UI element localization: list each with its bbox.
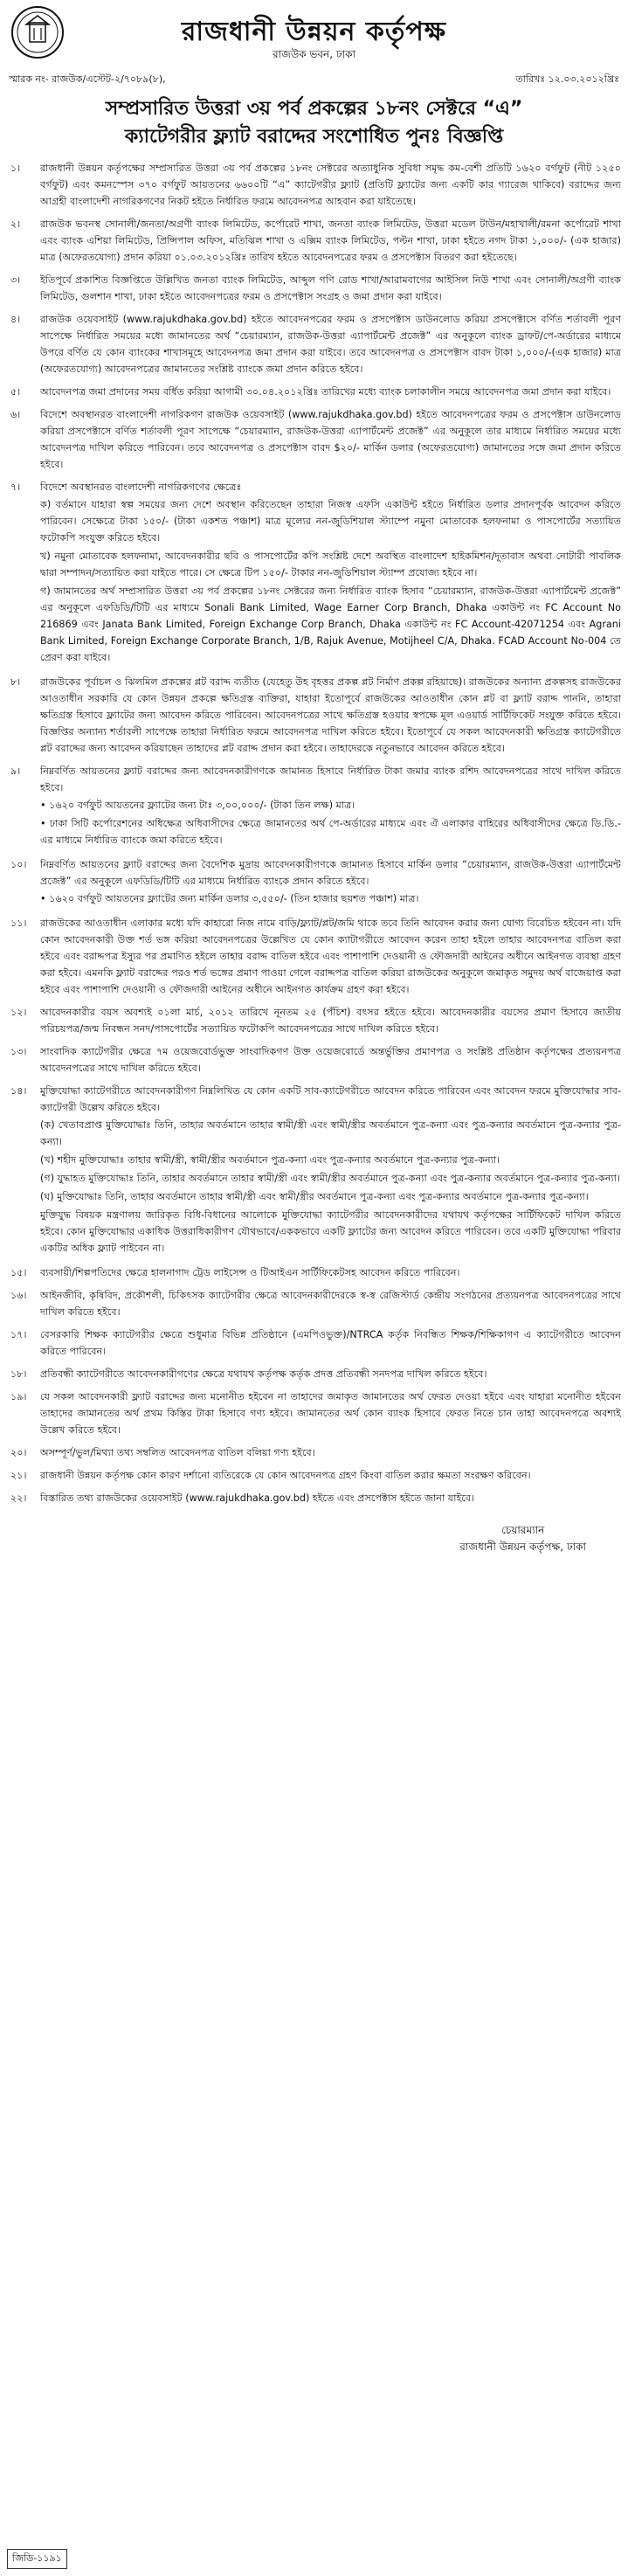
item-number: ১৭।	[10, 1329, 27, 1340]
item-number: ২২।	[10, 1492, 27, 1504]
item-number: ৩।	[10, 274, 21, 286]
title-line-2: ক্যাটেগরীর ফ্ল্যাট বরাদ্দের সংশোধিত পুনঃ বিজ্ঞপ্তি	[124, 126, 504, 148]
item-text: নিম্নবর্ণিত আয়তনের ফ্ল্যাট বরাদ্দের জন্য আবেদনকারীগণকে জামানত হিসাবে নির্ধারিত টাকা জমার ব্যাংক রশিদ আবেদনপত্রের সাথে দাখিল করিতে হইবে।	[40, 765, 621, 793]
notice-title	[7, 95, 621, 151]
notice-item	[7, 1004, 621, 1037]
notice-date: তারিখঃ ১২.০৩.২০১২খ্রিঃ	[515, 73, 619, 85]
notice-item	[7, 1366, 621, 1382]
notice-item	[7, 272, 621, 305]
item-subclause: • ১৬২০ বর্গফুট আয়তনের ফ্ল্যাটের জন্য মার্কিন ডলার ৩,৫৫০/- (তিন হাজার ছয়শত পঞ্চাশ) মাত্র।	[40, 893, 419, 904]
item-number: ২০।	[10, 1447, 27, 1458]
signature-block	[7, 1522, 621, 1555]
item-text: নিম্নবর্ণিত আয়তনের ফ্ল্যাট বরাদ্দের জন্য বৈদেশিক মুদ্রায় আবেদনকারীগণকে জামানত হিসাবে মার্কিন ডলার “চেয়ারম্যান, রাজউক-উত্তরা এ্যাপার্টমেন্ট প্রজেক্ট” এর অনুকূলে এফডিডি/টিটি এর মাধ্যমে নির্ধারিত ব্যাংকে প্রদান করিতে হইবে।	[40, 859, 621, 887]
item-text: বেসরকারি শিক্ষক ক্যাটেগরীর ক্ষেত্রে শুধুমাত্র বিভিন্ন প্রতিষ্ঠানে (এমপিওভুক্ত)/NTRCA কর্তৃক নিবন্ধিত শিক্ষক/শিক্ষিকাগণ এ ক্যাটেগরীতে আবেদন করিতে পারিবেন।	[40, 1329, 621, 1357]
notice-item	[7, 674, 621, 757]
gd-code: জিডি-১১৯১	[7, 2549, 67, 2569]
item-subclause: খ) নমুনা মোতাবেক হলফনামা, আবেদনকারীর ছবি ও পাসপোর্টের কপি সংশ্লিষ্ট দেশে অবস্থিত বাংলাদেশ হাইকমিশন/দূতাবাস অথবা নোটারী পাবলিক দ্বারা সম্পাদন/সত্যায়িত করা যাইতে পারে। সে ক্ষেত্রে টিপ ১৫০/- টাকার নন-জুডিশিয়াল স্ট্যাম্প প্রযোজ্য হইবে না।	[40, 551, 621, 578]
notice-item	[7, 406, 621, 473]
notice-item	[7, 1264, 621, 1281]
notice-item	[7, 915, 621, 998]
item-body	[40, 1366, 621, 1382]
item-body	[40, 216, 621, 266]
notice-item	[7, 160, 621, 210]
item-text: ইতিপূর্বে প্রকাশিত বিজ্ঞপ্তিতে উল্লিখিত জনতা ব্যাংক লিমিটেড, আব্দুল গণি রোড শাখা/আরামবাগের আইসিল নিউ শাখা এবং সোনালী/অগ্রণী ব্যাংক লিমিটেড, গুলশান শাখা, ঢাকা হইতে আবেদনপত্রের ফরম ও প্রসপেক্টাস সংগ্রহ ও জমা প্রদান করা যাইবে।	[40, 274, 621, 302]
item-text: আবেদনকারীর বয়স অবশ্যই ০১লা মার্চ, ২০১২ তারিখে নূনতম ২৫ (পঁচিশ) বৎসর হইতে হইবে। আবেদনকারীর বয়সের প্রমাণ হিসাবে জাতীয় পরিচয়পত্র/জন্ম নিবন্ধন সনদ/পাসপোর্টের সত্যায়িত ফটোকপি আবেদনপত্রের সাথে দাখিল করিতে হইবে।	[40, 1007, 621, 1035]
notice-item	[7, 763, 621, 850]
item-subclause: ক) বর্তমানে যাহারা স্বল্প সময়ের জন্য দেশে অবস্থান করিতেছেন তাহারা নিজস্ব এফসি একাউন্ট হইতে নির্ধারিত ডলার প্রদানপূর্বক আবেদন করিতে পারিবেন। সেক্ষেত্রে টাকা ১৫০/- (টাকা একশত পঞ্চাশ) মাত্র মূল্যের নন-জুডিশিয়াল স্ট্যাম্পে নমুনা মোতাবেক হলফনামা ও পাসপোর্টের সত্যায়িত ফটোকপি সংযুক্ত করিতে হইবে।	[40, 499, 621, 544]
item-body	[40, 1287, 621, 1320]
notice-item	[7, 1326, 621, 1360]
item-text: বিদেশে অবস্থানরত বাংলাদেশী নাগরিকগণ রাজউক ওয়েবসাইট (www.rajukdhaka.gov.bd) হইতে আবেদনপত্রের ফরম ও প্রসপেক্টাস ডাউনলোড করিয়া প্রসপেক্টাসে বর্ণিত শর্তাবলী পূরণ সাপেক্ষে “চেয়ারম্যান, রাজউক-উত্তরা এ্যাপার্টমেন্ট প্রজেক্ট” এর অনুকূলে তার মাধ্যমে নির্ধারিত সময়ের মধ্যে আবেদনপত্র দাখিল করিতে পারিবেন। তবে আবেদনপত্র ও প্রসপেক্টাস বাবদ $২০/- মার্কিন ডলার (অফেরতযোগ্য) জামানতের সঙ্গে জমা প্রদান করিতে হইবে।	[40, 409, 621, 470]
item-body	[40, 763, 621, 850]
notice-item	[7, 856, 621, 909]
notice-item	[7, 311, 621, 377]
item-number: ৫।	[10, 386, 21, 398]
item-text: রাজউকের পূর্বাচল ও ঝিলমিল প্রকল্পের প্লট বরাদ্দ ব্যতীত (যেহেতু উহ বৃহত্তর প্রকল্প প্লট নির্মাণ প্রকল্প রহিয়াছে)। রাজউকের অন্যান্য প্রকল্পসহ রাজউকের আওতাধীন সরকারি যে কোন উন্নয়ন প্রকল্পে ক্ষতিগ্রস্ত ব্যক্তিরা, যাহারা ইতোপূর্বে রাজউকের আওতাধীন কোন প্লট বা ফ্ল্যাট বরাদ্দ পাননি, তাহারা ক্ষতিগ্রস্ত হিসাবে ফ্ল্যাটের জন্য আবেদন করিতে পারিবেন। আবেদনপত্রের সাথে ক্ষতিগ্রস্ত হওয়ার স্বপক্ষে মূল এওয়ার্ড সার্টিফিকেট সংযুক্ত করিতে হইবে। বিজ্ঞপ্তির অন্যান্য শর্তাবলী সাপেক্ষে তাহারা নির্ধারিত ফরমে আবেদনপত্র দাখিল করিতে হইবে। ইতোপূর্বে যে সকল আবেদনকারী ক্ষতিগ্রস্ত ক্যাটেগরীতে প্লট বরাদ্দের জন্য আবেদন করিয়াছেন তাহাদের প্লট বরাদ্দ প্রদান করা হইবে। তাহাদেরকে নতুনভাবে আবেদন করিতে হইবে।	[40, 676, 621, 754]
item-text: অসম্পূর্ণ/ভুল/মিথ্যা তথ্য সম্বলিত আবেদনপত্র বাতিল বলিয়া গণ্য হইবে।	[40, 1447, 315, 1458]
item-text: প্রতিবন্ধী ক্যাটেগরীতে আবেদনকারীগণের ক্ষেত্রে যথাযথ কর্তৃপক্ষ কর্তৃক প্রদত্ত প্রতিবন্ধী সনদপত্র দাখিল করিতে হইবে।	[40, 1368, 487, 1380]
item-number: ১৫।	[10, 1267, 27, 1278]
notice-document	[7, 0, 621, 1555]
item-body	[40, 160, 621, 210]
item-body	[40, 479, 621, 668]
item-body	[40, 1043, 621, 1077]
item-body	[40, 311, 621, 377]
item-text: রাজধানী উন্নয়ন কর্তৃপক্ষ কোন কারণ দর্শানো ব্যতিরেকে যে কোন আবেদনপত্র গ্রহণ কিংবা বাতিল করার ক্ষমতা সংরক্ষণ করিবেন।	[40, 1470, 531, 1481]
signature-org: রাজধানী উন্নয়ন কর্তৃপক্ষ, ঢাকা	[459, 1541, 586, 1553]
item-text: বিদেশে অবস্থানরত বাংলাদেশী নাগরিকগণের ক্ষেত্রেঃ	[40, 481, 242, 493]
item-number: ১৪।	[10, 1085, 27, 1097]
item-body	[40, 406, 621, 473]
item-subclause: মুক্তিযুদ্ধ বিষয়ক মন্ত্রণালয় জারিকৃত বিধি-বিধানের আলোকে মুক্তিযোদ্ধা ক্যাটেগরীর আবেদনকারীদের যথাযথ কর্তৃপক্ষের সার্টিফিকেট দাখিল করিতে হইবে। কোন মুক্তিযোদ্ধার একাধিক উত্তরাধিকারীগণ যৌথভাবে/এককভাবে একটি ফ্ল্যাটের জন্য আবেদন করিতে পারিবেন। তবে একটি মুক্তিযোদ্ধা পরিবার একটির অধিক ফ্ল্যাট পাইবেন না।	[40, 1209, 621, 1254]
item-text: মুক্তিযোদ্ধা ক্যাটেগরীতে আবেদনকারীগণ নিম্নলিখিত যে কোন একটি সাব-ক্যাটেগরীতে আবেদন করিতে পারিবেন এবং আবেদন ফরমে মুক্তিযোদ্ধার সাব-ক্যাটেগরী উল্লেখ করিতে হইবে।	[40, 1085, 621, 1113]
item-body	[40, 1326, 621, 1360]
memo-number: স্মারক নং- রাজউক/এস্টেট-২/৭০৮৯(৮),	[9, 73, 166, 85]
item-text: আইনজীবি, কৃষিবিদ, প্রকৌশলী, চিকিৎসক ক্যাটেগরীর ক্ষেত্রে আবেদনকারীদেরকে স্ব-স্ব রেজিস্টার্ড কেন্দ্রীয় সংগঠনের প্রত্যয়নপত্র আবেদনপত্রের সাথে দাখিল করিতে হইবে।	[40, 1290, 621, 1318]
item-body	[40, 1444, 621, 1461]
notice-item	[7, 216, 621, 266]
notice-item	[7, 1083, 621, 1258]
item-text: রাজউক ওয়েবসাইট (www.rajukdhaka.gov.bd) হইতে আবেদনপত্রের ফরম ও প্রসপেক্টাস ডাউনলোড করিয়া প্রসপেক্টাসে বর্ণিত শর্তাবলী পূরণ সাপেক্ষে নির্ধারিত সময়ের মধ্যে জামানতের অর্থ “চেয়ারম্যান, রাজউক-উত্তরা এ্যাপার্টমেন্ট প্রজেক্ট” এর অনুকূলে ব্যাংক ড্রাফট/পে-অর্ডারের মাধ্যমে উপরে বর্ণিত যে কোন ব্যাংকের শাখাসমূহে আবেদনপত্র জমা প্রদান করা যাইবে। তবে আবেদনপত্র ও প্রসপেক্টাস বাবদ টাকা ১,০০০/-(এক হাজার) মাত্র (অফেরতযোগ্য) আবেদনপত্রের জামানতের সংশ্লিষ্ট ব্যাংকে জমা প্রদান করিতে হইবে।	[40, 314, 621, 375]
item-subclause: (ক) খেতাবপ্রাপ্ত মুক্তিযোদ্ধাঃ তিনি, তাহার অবর্তমানে তাহার স্বামী/স্ত্রী এবং স্বামী/স্ত্রীর অবর্তমানে পুত্র-কন্যা এবং পুত্র-কন্যার অবর্তমানে পুত্র-কন্যার পুত্র-কন্যা।	[40, 1119, 621, 1147]
item-body	[40, 272, 621, 305]
item-body	[40, 915, 621, 998]
reference-line	[9, 72, 619, 88]
item-body	[40, 1004, 621, 1037]
org-name: রাজধানী উন্নয়ন কর্তৃপক্ষ	[181, 17, 447, 47]
item-text: আবেদনপত্র জমা প্রদানের সময় বর্ধিত করিয়া আগামী ৩০.০৪.২০১২খ্রিঃ তারিখের মধ্যে ব্যাংক চলাকালীন সময়ে আবেদনপত্র জমা প্রদান করা যাইবে।	[40, 386, 611, 398]
notice-item	[7, 479, 621, 668]
item-text: ব্যবসায়ী/শিল্পপতিদের ক্ষেত্রে হালনাগাদ ট্রেড লাইসেন্স ও টিআইএন সার্টিফিকেটসহ আবেদন করিতে পারিবেন।	[40, 1267, 460, 1278]
item-subclause: • ঢাকা সিটি কর্পোরেশনের অধিক্ষেত্র অধিবাসীদের ক্ষেত্রে জামানতের অর্থ পে-অর্ডারের মাধ্যমে এবং ঐ এলাকার বাহিরের অধিবাসীদের ক্ষেত্রে ডি.ডি.-এর মাধ্যমে নির্ধারিত ব্যাংকে জমা করিতে হইবে।	[40, 818, 621, 846]
notice-item	[7, 1043, 621, 1077]
item-subclause: (খ) শহীদ মুক্তিযোদ্ধাঃ তাহার স্বামী/স্ত্রী, স্বামী/স্ত্রীর অবর্তমানে পুত্র-কন্যা এবং পুত্র-কন্যার অবর্তমানে পুত্র-কন্যার পুত্র-কন্যা।	[40, 1154, 500, 1166]
signature-title: চেয়ারম্যান	[501, 1524, 545, 1536]
item-number: ২।	[10, 218, 21, 230]
item-subclause: (গ) যুদ্ধাহত মুক্তিযোদ্ধাঃ তিনি, তাহার অবর্তমানে তাহার স্বামী/স্ত্রী এবং স্বামী/স্ত্রীর অবর্তমানে পুত্র-কন্যা এবং পুত্র-কন্যার অবর্তমানে পুত্র-কন্যার পুত্র-কন্যা।	[40, 1173, 620, 1184]
item-subclause: (ঘ) মুক্তিযোদ্ধাঃ তিনি, তাহার অবর্তমানে তাহার স্বামী/স্ত্রী এবং স্বামী/স্ত্রীর অবর্তমানে পুত্র-কন্যা এবং পুত্র-কন্যার অবর্তমানে পুত্র-কন্যার পুত্র-কন্যা।	[40, 1191, 589, 1202]
item-subclause: • ১৬২০ বর্গফুট আয়তনের ফ্ল্যাটের জন্য টাঃ ৩,০০,০০০/- (টাকা তিন লক্ষ) মাত্র।	[40, 800, 355, 811]
item-body	[40, 1490, 621, 1506]
item-text: সাংবাদিক ক্যাটেগরীর ক্ষেত্রে ৭ম ওয়েজবোর্ডভুক্ত সাংবাদিকগণ উক্ত ওয়েজবোর্ডে অন্তর্ভুক্তির প্রমাণপত্র ও সংশ্লিষ্ট প্রতিষ্ঠান কর্তৃপক্ষের প্রত্যয়নপত্র আবেদনপত্রের সাথে দাখিল করিতে হইবে।	[40, 1046, 621, 1074]
item-body	[40, 384, 621, 400]
item-number: ১।	[10, 163, 21, 174]
notice-item	[7, 1444, 621, 1461]
item-text: রাজউকের আওতাধীন এলাকার মধ্যে যদি কাহারো নিজ নামে বাড়ি/ফ্ল্যাট/প্লট/জমি থাকে তবে তিনি আবেদন করার জন্য যোগ্য বিবেচিত হইবেন না। যদি কোন আবেদনকারী উক্ত শর্ত ভঙ্গ করিয়া আবেদনপত্রের উল্লেখিত যে কোন ক্যাটাগরীতে আবেদন করেন তাহা হইলে তাহার আবেদনপত্র বাতিল করা হইবে এবং বরাদ্দপত্র ইস্যুর পর প্রমাণিত হইলে তাহার বরাদ্দ বাতিল হইবে এবং পাশাপাশি দেওয়ানী ও ফৌজদারী আইনের অধীনে আইনগত ব্যবস্থা গ্রহণ করা হইবে। এমনকি ফ্ল্যাট বরাদ্দের পরও শর্ত ভঙ্গের প্রমাণ পাওয়া গেলে বরাদ্দপত্র বাতিল করিয়া রাজউকের অনুকূলে জমাকৃত সমুদয় অর্থ বাজেয়াপ্ত করা হইবে এবং পাশাপাশি দেওয়ানী ও ফৌজদারী আইনের অধীনে আইনগত কার্যক্রম গ্রহণ করা হইবে।	[40, 918, 622, 995]
item-text: যে সকল আবেদনকারী ফ্ল্যাট বরাদ্দের জন্য মনোনীত হইবেন না তাহাদের জমাকৃত জামানতের অর্থ ফেরত দেওয়া হইবে এবং যাহারা মনোনীত হইবেন তাহাদের জামানতের অর্থ প্রথম কিস্তির টাকা হিসাবে গণ্য হইবে। জামানতের অর্থ কোন ব্যাংক হিসাবে ফেরত নিতে চান তাহা আবেদনপত্রে অবশ্যই উল্লেখ করিতে হইবে।	[40, 1391, 621, 1436]
item-number: ৭।	[10, 481, 21, 493]
item-number: ২১।	[10, 1470, 27, 1481]
item-body	[40, 1388, 621, 1438]
item-body	[40, 1083, 621, 1258]
notice-item	[7, 1287, 621, 1320]
item-text: রাজউক ভবনস্থ সোনালী/জনতা/অগ্রণী ব্যাংক লিমিটেড, কর্পোরেট শাখা, জনতা ব্যাংক লিমিটেড, উত্তরা মডেল টাউন/মহাখালী/রমনা কর্পোরেট শাখা এবং ব্যাংক এশিয়া লিমিটেড, প্রিন্সিপাল অফিস, মতিঝিল শাখা ও এক্সিম ব্যাংক লিমিটেড, পল্টন শাখা, ঢাকা হইতে নগদ টাকা ১,০০০/- (এক হাজার) মাত্র (অফেরতযোগ্য) প্রদান করিয়া ০১.০৩.২০১২খ্রিঃ তারিখ হইতে আবেদনপত্রের ফরম ও প্রসপেক্টাস বিতরণ করা হইতেছে।	[40, 218, 622, 263]
item-subclause: গ) জামানতের অর্থ সম্প্রসারিত উত্তরা ৩য় পর্ব প্রকল্পের ১৮নং সেক্টরের জন্য নির্ধারিত ব্যাংক হিসাব “চেয়ারম্যান, রাজউক-উত্তরা এ্যাপার্টমেন্ট প্রজেক্ট” এর অনুকূলে এফডিডি/টিটি এর মাধ্যমে Sonali Bank Limited, Wage Earner Corp Branch, Dhaka একাউন্ট নং FC Account No 216869 এবং Janata Bank Limited, Foreign Exchange Corp Branch, Dhaka একাউন্ট নং FC Account-42071254 এবং Agrani Bank Limited, Foreign Exchange Corporate Branch, 1/B, Rajuk Avenue, Motijheel C/A, Dhaka. FCAD Account No-004 তে প্রেরণ করা যাইবে।	[40, 585, 621, 663]
item-number: ১৮।	[10, 1368, 27, 1380]
notice-items	[7, 160, 621, 1506]
item-number: ৬।	[10, 409, 21, 420]
item-body	[40, 856, 621, 909]
item-body	[40, 674, 621, 757]
notice-item	[7, 1388, 621, 1438]
item-body	[40, 1467, 621, 1484]
title-line-1: সম্প্রসারিত উত্তরা ৩য় পর্ব প্রকল্পের ১৮নং সেক্টরে “এ”	[105, 98, 523, 120]
item-number: ১০।	[10, 859, 27, 870]
item-number: ৪।	[10, 314, 21, 325]
notice-item	[7, 1490, 621, 1506]
item-number: ১১।	[10, 918, 27, 929]
item-number: ১৩।	[10, 1046, 27, 1057]
item-text: বিস্তারিত তথ্য রাজউকের ওয়েবসাইট (www.rajukdhaka.gov.bd) হইতে এবং প্রসপেক্টাস হইতে জানা যাইবে।	[40, 1492, 474, 1504]
item-number: ১২।	[10, 1007, 27, 1018]
item-number: ৯।	[10, 765, 21, 777]
item-number: ৮।	[10, 676, 21, 688]
item-body	[40, 1264, 621, 1281]
notice-item	[7, 1467, 621, 1484]
item-text: রাজধানী উন্নয়ন কর্তৃপক্ষের সম্প্রসারিত উত্তরা ৩য় পর্ব প্রকল্পের ১৮নং সেক্টরের অত্যাধুনিক সুবিধা সমৃদ্ধ কম-বেশী প্রতিটি ১৬২০ বর্গফুট (নীট ১২৫০ বর্গফুট) এবং কমনস্পেস ৩৭০ বর্গফুট আয়তনের ৬৬০০টি “এ” ক্যাটেগরীর ফ্ল্যাট (প্রতিটি ফ্ল্যাটের জন্য একটি কার গ্যারেজ থাকিবে) বরাদ্দের জন্য আগ্রহী বাংলাদেশী নাগরিকগণের নিকট হইতে নির্ধারিত ফরমে আবেদনপত্র আহবান করা যাইতেছে।	[40, 163, 621, 207]
org-address: রাজউক ভবন, ঢাকা	[273, 48, 355, 60]
notice-item	[7, 384, 621, 400]
item-number: ১৬।	[10, 1290, 27, 1301]
item-number: ১৯।	[10, 1391, 27, 1402]
header	[7, 5, 621, 66]
